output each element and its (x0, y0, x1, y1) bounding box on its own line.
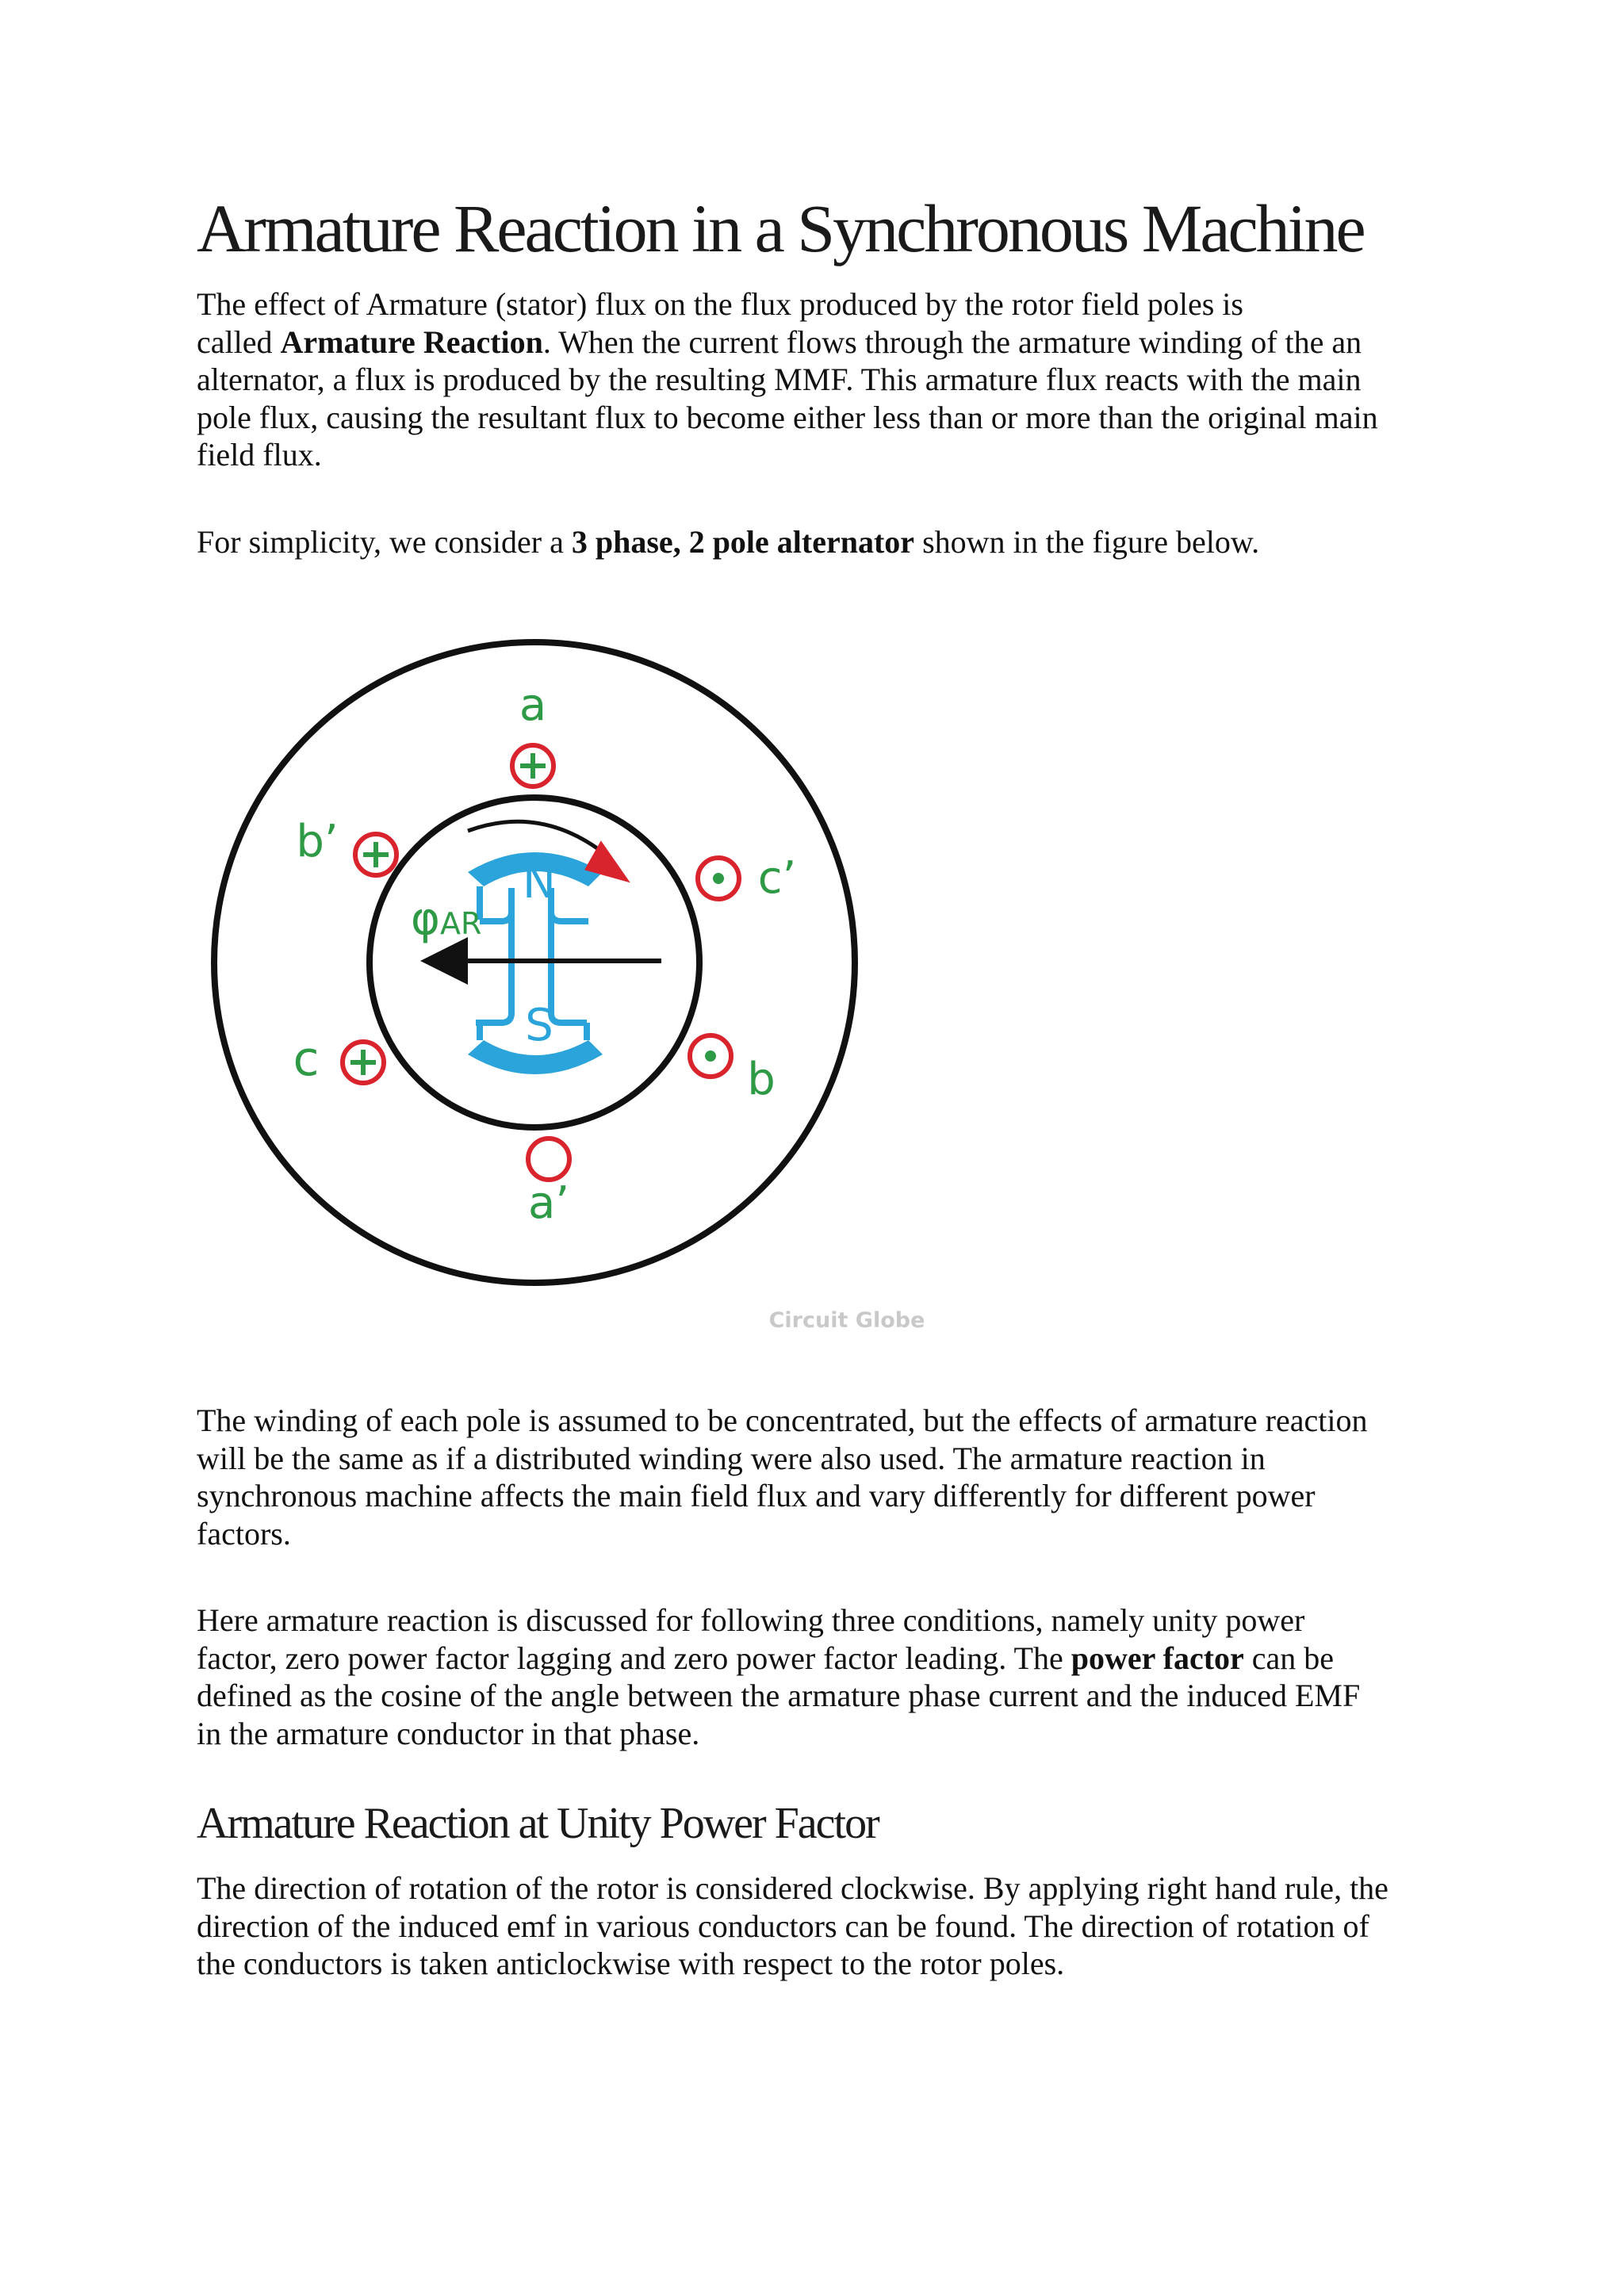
empty-conductor-icon (528, 1138, 569, 1180)
intro-paragraph (197, 285, 1434, 474)
text-line: The direction of rotation of the rotor is considered clockwise. By applying right hand rule, the (197, 1870, 1388, 1906)
text-run: called (197, 323, 281, 360)
page-title: Armature Reaction in a Synchronous Machine (197, 190, 1364, 266)
text-line: defined as the cosine of the angle between the armature phase current and the induced EMF (197, 1678, 1361, 1713)
conductor-a-prime-label: a’ (527, 1177, 570, 1229)
text-run: factor, zero power factor lagging and zero power factor leading. The (197, 1640, 1071, 1676)
cross-conductor-icon (355, 834, 396, 875)
cross-conductor-icon (343, 1042, 384, 1083)
text-line: pole flux, causing the resultant flux to become either less than or more than the original main (197, 399, 1378, 435)
simplicity-paragraph (197, 523, 1434, 561)
text-line: will be the same as if a distributed winding were also used. The armature reaction in (197, 1440, 1266, 1476)
alternator-diagram-svg (206, 626, 936, 1340)
conditions-paragraph (197, 1601, 1434, 1752)
south-pole-label: S (525, 1000, 553, 1051)
text-line: the conductors is taken anticlockwise with respect to the rotor poles. (197, 1946, 1065, 1981)
text-line: in the armature conductor in that phase. (197, 1715, 700, 1751)
winding-paragraph (197, 1402, 1434, 1552)
north-pole-label: N (523, 857, 556, 909)
alternator-diagram (206, 626, 936, 1340)
conductor-c-prime-label: c’ (757, 852, 797, 904)
text-line: direction of the induced emf in various conductors can be found. The direction of rotation of (197, 1908, 1369, 1944)
phi-symbol: φ (411, 894, 440, 945)
dot-conductor-icon (698, 858, 739, 899)
conductor-c-label: c (293, 1031, 320, 1087)
circuit-globe-watermark: Circuit Globe (768, 1308, 925, 1333)
text-line: Here armature reaction is discussed for following three conditions, namely unity power (197, 1602, 1305, 1638)
dot-conductor-icon (690, 1035, 731, 1077)
conductor-b-prime-label: b’ (296, 816, 339, 867)
rotation-arrow (468, 821, 603, 852)
bold-term-power-factor: power factor (1071, 1640, 1244, 1676)
text-run: shown in the figure below. (914, 524, 1260, 560)
section-heading: Armature Reaction at Unity Power Factor (197, 1799, 879, 1848)
phi-subscript: AR (439, 906, 482, 941)
conductor-b-label: b (747, 1054, 776, 1105)
text-line (197, 523, 1434, 561)
text-line: alternator, a flux is produced by the resulting MMF. This armature flux reacts with the main (197, 362, 1362, 397)
text-line: The effect of Armature (stator) flux on the flux produced by the rotor field poles is (197, 286, 1243, 322)
text-line (197, 323, 1434, 362)
text-run: can be (1243, 1640, 1335, 1676)
text-line: The winding of each pole is assumed to be concentrated, but the effects of armature reaction (197, 1402, 1368, 1438)
text-line: field flux. (197, 437, 322, 473)
cross-conductor-icon (512, 745, 553, 786)
text-line: factors. (197, 1515, 291, 1552)
unity-pf-paragraph (197, 1869, 1434, 1983)
conductor-a-label: a (519, 679, 547, 731)
text-run: For simplicity, we consider a (197, 524, 572, 560)
phi-ar-label (411, 894, 481, 945)
text-line (197, 1640, 1434, 1678)
bold-term-armature-reaction: Armature Reaction (280, 323, 543, 360)
text-run: . When the current flows through the armature winding of the an (542, 323, 1362, 360)
bold-term-alternator: 3 phase, 2 pole alternator (571, 524, 915, 560)
text-line: synchronous machine affects the main field flux and vary differently for different power (197, 1478, 1316, 1513)
